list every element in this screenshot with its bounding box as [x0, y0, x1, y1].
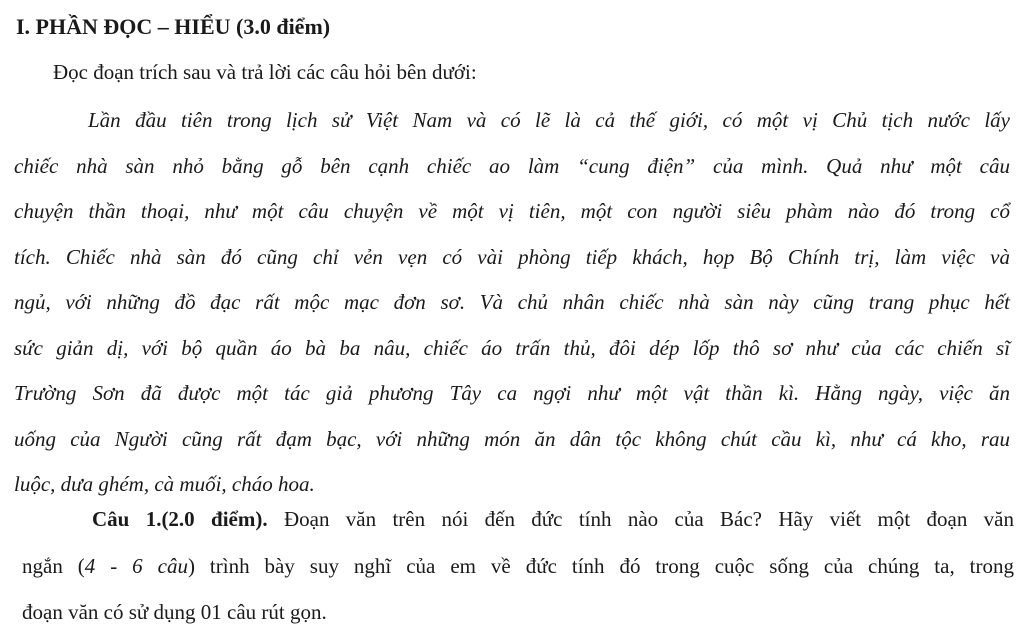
passage-line: ngủ, với những đồ đạc rất mộc mạc đơn sơ. Và chủ nhân chiếc nhà sàn này cũng trang phục hết	[14, 290, 1010, 314]
passage-line: Trường Sơn đã được một tác giả phương Tây ca ngợi như một vật thần kì. Hằng ngày, việc ăn	[14, 381, 1010, 405]
passage-line: chuyện thần thoại, như một câu chuyện về một vị tiên, một con người siêu phàm nào đó trong cổ	[14, 199, 1010, 223]
question-1	[22, 496, 1014, 636]
passage-line: Lần đầu tiên trong lịch sử Việt Nam và có lẽ là cả thế giới, có một vị Chủ tịch nước lấy	[88, 108, 1010, 132]
section-heading: I. PHẦN ĐỌC – HIỂU (3.0 điểm)	[16, 14, 331, 39]
question-line: đoạn văn có sử dụng 01 câu rút gọn.	[22, 600, 327, 624]
question-text: ngắn (	[22, 553, 85, 578]
reading-instruction: Đọc đoạn trích sau và trả lời các câu hỏi bên dưới:	[53, 60, 477, 84]
reading-passage	[14, 98, 1010, 508]
passage-line: tích. Chiếc nhà sàn đó cũng chỉ vẻn vẹn có vài phòng tiếp khách, họp Bộ Chính trị, làm việc và	[14, 244, 1010, 269]
passage-line: uống của Người cũng rất đạm bạc, với những món ăn dân tộc không chút cầu kì, như cá kho, rau	[14, 426, 1010, 451]
passage-line: luộc, dưa ghém, cà muối, cháo hoa.	[14, 472, 315, 496]
passage-line: sức giản dị, với bộ quần áo bà ba nâu, chiếc áo trấn thủ, đôi dép lốp thô sơ như của các chiến sĩ	[14, 335, 1010, 360]
question-line	[22, 496, 1014, 543]
question-sentence-count: 4 - 6 câu	[84, 553, 188, 578]
question-text: Đoạn văn trên nói đến đức tính nào của Bác? Hãy viết một đoạn văn	[267, 507, 1014, 531]
question-text: ) trình bày suy nghĩ của em về đức tính đó trong cuộc sống của chúng ta, trong	[187, 553, 1014, 578]
question-label: Câu 1.(2.0 điểm).	[92, 507, 268, 531]
question-line	[22, 543, 1014, 590]
passage-line: chiếc nhà sàn nhỏ bằng gỗ bên cạnh chiếc ao làm “cung điện” của mình. Quả như một câu	[14, 153, 1010, 178]
